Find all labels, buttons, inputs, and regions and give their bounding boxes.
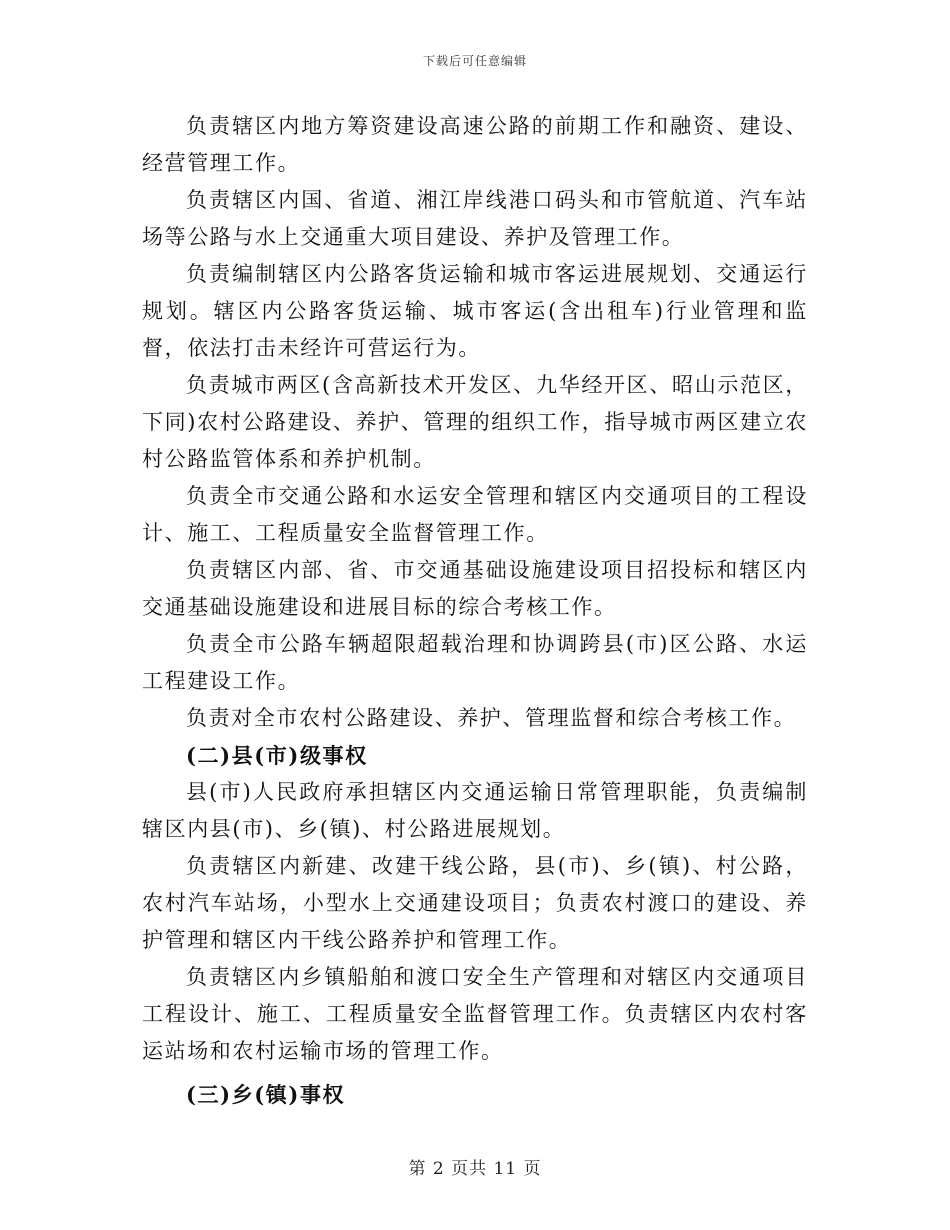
page-header-note: 下载后可任意编辑 bbox=[422, 54, 527, 68]
section-heading-township: (三)乡(镇)事权 bbox=[186, 1082, 346, 1107]
paragraph-rural-roads: 负责城市两区(含高新技术开发区、九华经开区、昭山示范区，下同)农村公路建设、养护、管理的组织工作，指导城市两区建立农村公路监管体系和养护机制。 bbox=[142, 373, 808, 471]
paragraph-rural-assessment: 负责对全市农村公路建设、养护、管理监督和综合考核工作。 bbox=[186, 706, 797, 730]
paragraph-county-construction: 负责辖区内新建、改建干线公路，县(市)、乡(镇)、村公路，农村汽车站场，小型水上交通建设项目；负责农村渡口的建设、养护管理和辖区内干线公路养护和管理工作。 bbox=[142, 854, 808, 952]
paragraph-county-safety: 负责辖区内乡镇船舶和渡口安全生产管理和对辖区内交通项目工程设计、施工、工程质量安全监督管理工作。负责辖区内农村客运站场和农村运输市场的管理工作。 bbox=[142, 965, 808, 1063]
paragraph-major-projects: 负责辖区内国、省道、湘江岸线港口码头和市管航道、汽车站场等公路与水上交通重大项目建设、养护及管理工作。 bbox=[142, 188, 808, 249]
paragraph-passenger-transport: 负责编制辖区内公路客货运输和城市客运进展规划、交通运行规划。辖区内公路客货运输、城市客运(含出租车)行业管理和监督，依法打击未经许可营运行为。 bbox=[142, 262, 808, 360]
section-heading-county: (二)县(市)级事权 bbox=[186, 743, 368, 768]
paragraph-highway-financing: 负责辖区内地方筹资建设高速公路的前期工作和融资、建设、经营管理工作。 bbox=[142, 114, 808, 175]
paragraph-safety-management: 负责全市交通公路和水运安全管理和辖区内交通项目的工程设计、施工、工程质量安全监督管理工作。 bbox=[142, 484, 808, 545]
paragraph-bidding: 负责辖区内部、省、市交通基础设施建设项目招投标和辖区内交通基础设施建设和进展目标的综合考核工作。 bbox=[142, 558, 808, 619]
paragraph-overload-control: 负责全市公路车辆超限超载治理和协调跨县(市)区公路、水运工程建设工作。 bbox=[142, 632, 808, 693]
paragraph-county-duties: 县(市)人民政府承担辖区内交通运输日常管理职能，负责编制辖区内县(市)、乡(镇)、村公路进展规划。 bbox=[142, 780, 808, 841]
document-body bbox=[142, 108, 808, 1113]
page-number-footer: 第 2 页共 11 页 bbox=[408, 1159, 542, 1179]
